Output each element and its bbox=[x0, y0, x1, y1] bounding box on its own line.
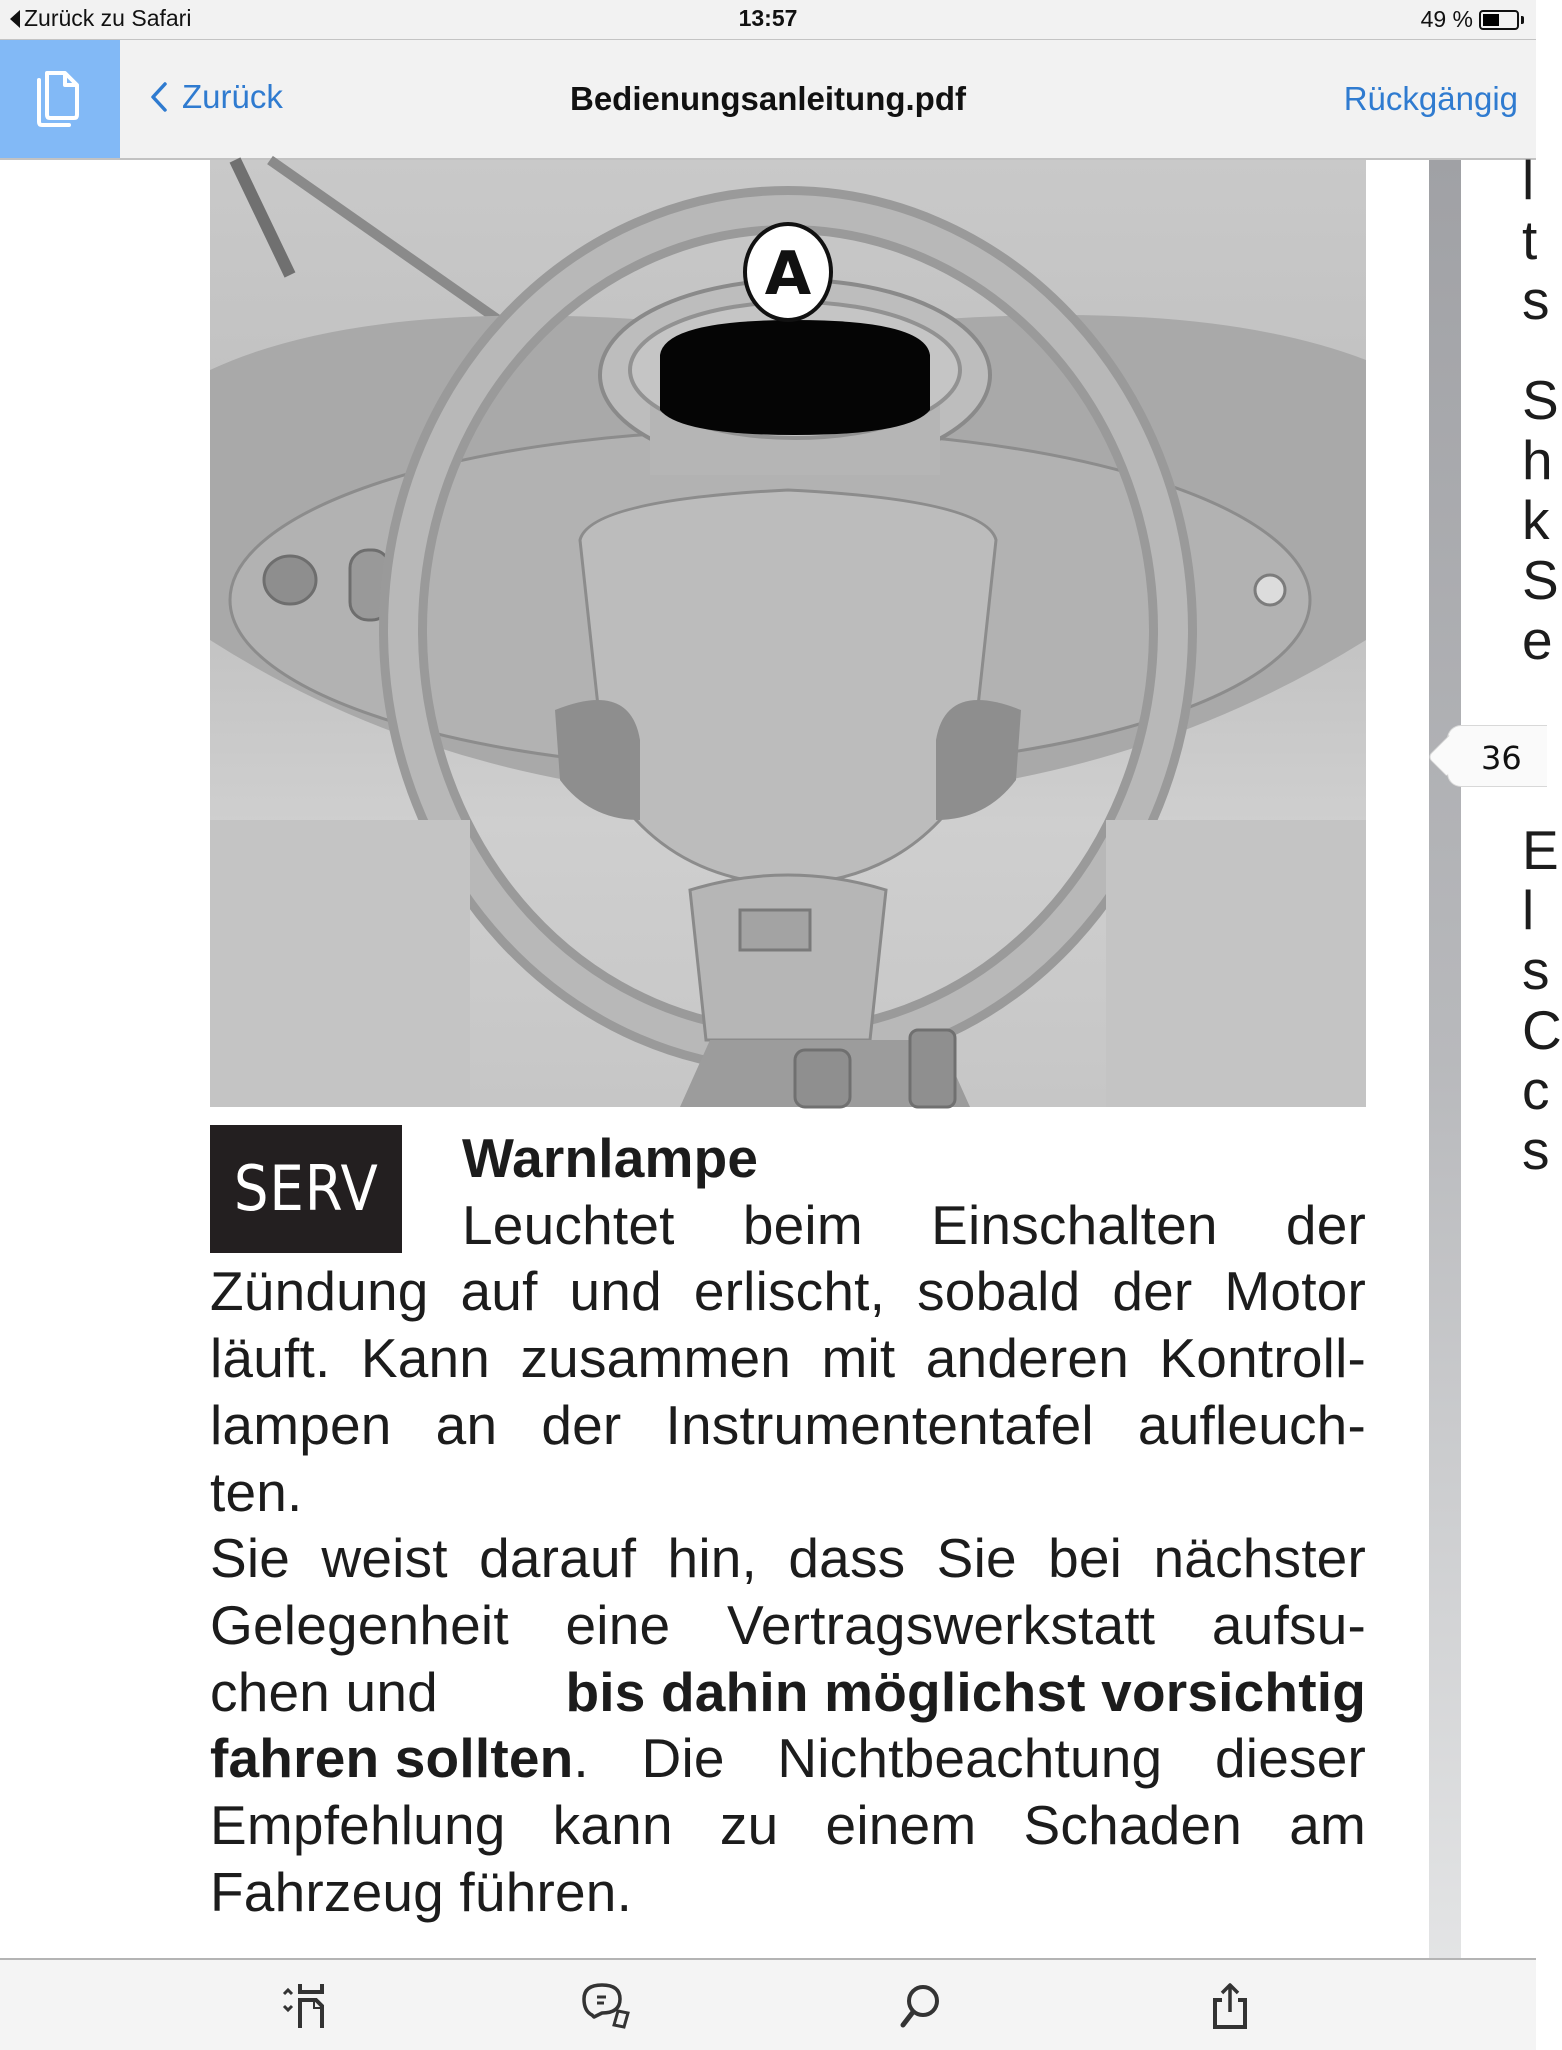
next-page-letter: l bbox=[1522, 149, 1535, 211]
back-button[interactable] bbox=[150, 78, 283, 116]
page-gap-strip bbox=[1429, 160, 1461, 1958]
documents-button[interactable] bbox=[0, 40, 120, 158]
body-line-8-normal: chen und bbox=[210, 1660, 438, 1723]
annotate-comment-icon bbox=[584, 1983, 636, 2029]
pdf-viewer[interactable] bbox=[0, 149, 1562, 1958]
dashboard-illustration bbox=[210, 160, 1366, 1107]
body-line-3: läuft. Kann zusammen mit anderen Kontroll- bbox=[210, 1327, 1366, 1390]
body-line-8-bold: bis dahin möglichst vorsichtig bbox=[565, 1660, 1366, 1723]
next-page-letter: s bbox=[1522, 939, 1550, 1001]
status-time: 13:57 bbox=[738, 5, 798, 31]
share-icon bbox=[1210, 1982, 1250, 2030]
body-line-5: ten. bbox=[210, 1460, 303, 1523]
body-line-1: Leuchtet beim Einschalten der bbox=[462, 1193, 1366, 1256]
next-page-letter: h bbox=[1522, 429, 1553, 491]
body-line-7: Gelegenheit eine Vertragswerkstatt aufsu- bbox=[210, 1593, 1366, 1656]
serv-warning-icon bbox=[210, 1125, 402, 1253]
body-line-4: lampen an der Instrumententafel aufleuch- bbox=[210, 1393, 1366, 1456]
page-number-indicator[interactable] bbox=[1447, 725, 1547, 787]
callout-a-label: A bbox=[764, 239, 812, 309]
status-bar bbox=[0, 0, 1536, 40]
next-page-letter: C bbox=[1522, 999, 1562, 1061]
next-page-letter: l bbox=[1522, 879, 1535, 941]
document-title: Bedienungsanleitung.pdf bbox=[570, 80, 966, 117]
documents-icon bbox=[33, 70, 83, 128]
serv-badge-text: SERV bbox=[233, 1151, 379, 1225]
nav-bar bbox=[0, 40, 1536, 160]
body-line-9-bold: fahren sollten bbox=[210, 1727, 574, 1790]
next-page-peek bbox=[1522, 149, 1562, 1958]
page-navigator-button[interactable] bbox=[273, 1978, 333, 2034]
battery-nub bbox=[1521, 16, 1524, 24]
next-page-letter: S bbox=[1522, 549, 1559, 611]
battery-icon bbox=[1479, 10, 1519, 30]
back-button-label: Zurück bbox=[182, 78, 283, 115]
next-page-letter: t bbox=[1522, 209, 1538, 271]
callout-a-badge bbox=[743, 222, 833, 322]
section-heading: Warnlampe bbox=[462, 1127, 759, 1189]
body-line-8 bbox=[210, 1659, 1366, 1726]
back-to-safari-label: Zurück zu Safari bbox=[24, 5, 192, 31]
battery-fill bbox=[1483, 14, 1499, 26]
body-line-11: Fahrzeug führen. bbox=[210, 1860, 633, 1923]
next-page-letter: S bbox=[1522, 369, 1559, 431]
body-line-9 bbox=[210, 1725, 1366, 1792]
body-line-9-normal: . Die Nichtbeachtung dieser bbox=[573, 1727, 1366, 1790]
page-number: 36 bbox=[1481, 739, 1522, 777]
search-button[interactable] bbox=[890, 1978, 950, 2034]
chevron-left-icon bbox=[150, 81, 168, 113]
next-page-letter: e bbox=[1522, 609, 1553, 671]
body-line-2: Zündung auf und erlischt, sobald der Motor bbox=[210, 1260, 1366, 1323]
next-page-letter: s bbox=[1522, 269, 1550, 331]
share-button[interactable] bbox=[1200, 1978, 1260, 2034]
body-line-10: Empfehlung kann zu einem Schaden am bbox=[210, 1794, 1366, 1857]
bottom-toolbar bbox=[0, 1958, 1536, 2050]
body-line-6: Sie weist darauf hin, dass Sie bei nächster bbox=[210, 1527, 1366, 1590]
next-page-letter: c bbox=[1522, 1059, 1550, 1121]
undo-button[interactable]: Rückgängig bbox=[1343, 80, 1518, 117]
next-page-letter: E bbox=[1522, 819, 1559, 881]
battery-percent: 49 % bbox=[1420, 6, 1473, 32]
next-page-letter: s bbox=[1522, 1119, 1550, 1181]
battery-indicator bbox=[1421, 6, 1524, 33]
search-icon bbox=[897, 1983, 943, 2029]
annotate-button[interactable] bbox=[580, 1978, 640, 2034]
page-navigator-icon bbox=[280, 1984, 326, 2028]
warning-lamp-section bbox=[210, 1125, 1366, 1925]
next-page-letter: k bbox=[1522, 489, 1550, 551]
